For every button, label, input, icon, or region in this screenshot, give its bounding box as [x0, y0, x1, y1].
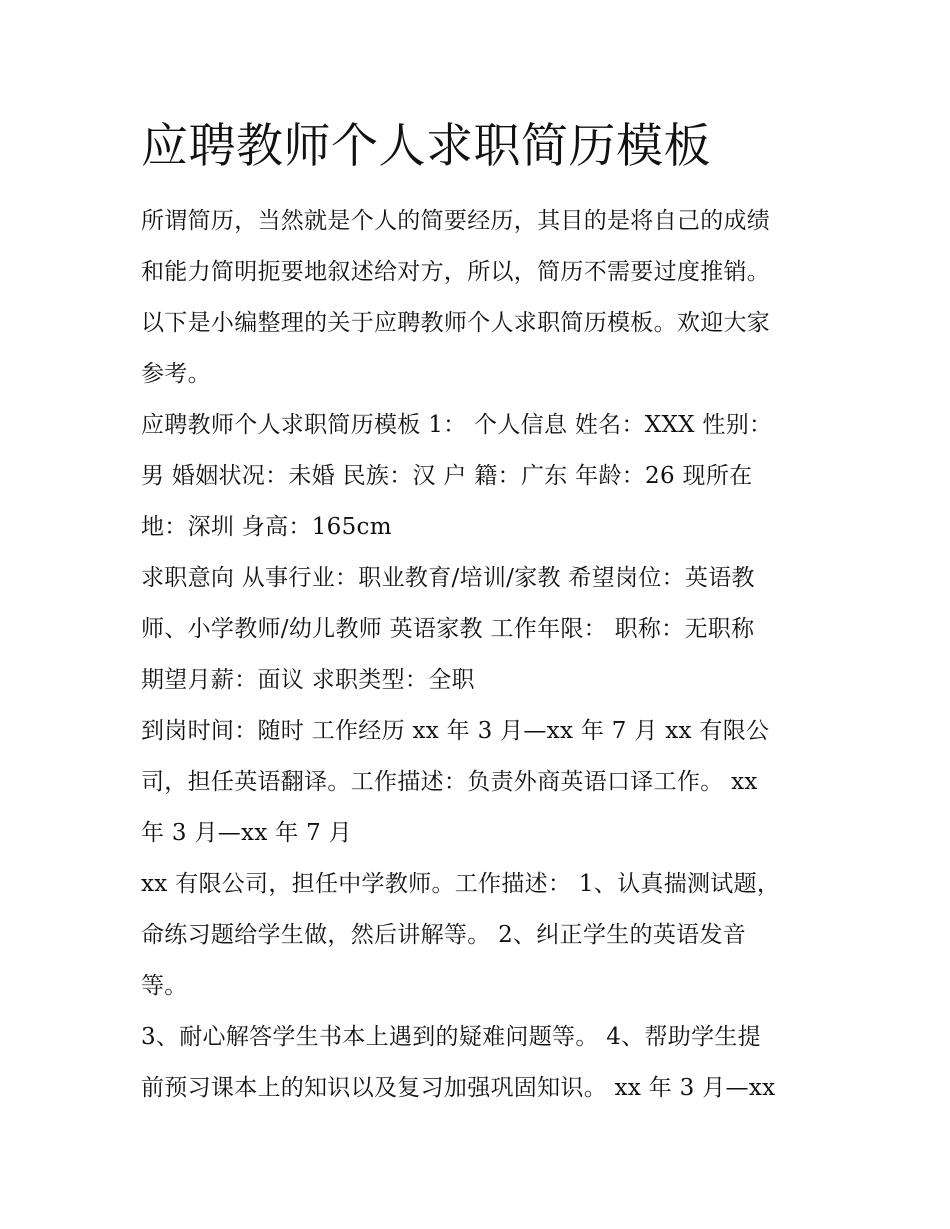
body-line: xx 有限公司，担任中学教师。工作描述： 1、认真揣测试题， — [141, 871, 781, 897]
body-line: 命练习题给学生做，然后讲解等。 2、纠正学生的英语发音 — [141, 922, 747, 948]
body-line: 参考。 — [141, 361, 211, 387]
document-body — [141, 196, 821, 1114]
body-line: 等。 — [141, 973, 188, 999]
body-line: 3、耐心解答学生书本上遇到的疑难问题等。 4、帮助学生提 — [141, 1024, 761, 1050]
body-line: 师、小学教师/幼儿教师 英语家教 工作年限： 职称：无职称 — [141, 616, 755, 642]
body-line: 和能力简明扼要地叙述给对方，所以，简历不需要过度推销。 — [141, 259, 771, 285]
body-line: 男 婚姻状况：未婚 民族：汉 户 籍：广东 年龄：26 现所在 — [141, 463, 753, 489]
body-line: 应聘教师个人求职简历模板 1： 个人信息 姓名：XXX 性别： — [141, 412, 773, 438]
body-line: 以下是小编整理的关于应聘教师个人求职简历模板。欢迎大家 — [141, 310, 771, 336]
body-line: 前预习课本上的知识以及复习加强巩固知识。 xx 年 3 月—xx — [141, 1075, 776, 1101]
body-line: 年 3 月—xx 年 7 月 — [141, 820, 352, 846]
body-line: 期望月薪：面议 求职类型：全职 — [141, 667, 475, 693]
body-line: 求职意向 从事行业：职业教育/培训/家教 希望岗位：英语教 — [141, 565, 755, 591]
body-line: 所谓简历，当然就是个人的简要经历，其目的是将自己的成绩 — [141, 208, 771, 234]
body-line: 到岗时间：随时 工作经历 xx 年 3 月—xx 年 7 月 xx 有限公 — [141, 718, 770, 744]
body-line: 司，担任英语翻译。工作描述：负责外商英语口译工作。 xx — [141, 769, 758, 795]
document-title: 应聘教师个人求职简历模板 — [141, 119, 711, 174]
body-line: 地：深圳 身高：165cm — [141, 514, 392, 540]
